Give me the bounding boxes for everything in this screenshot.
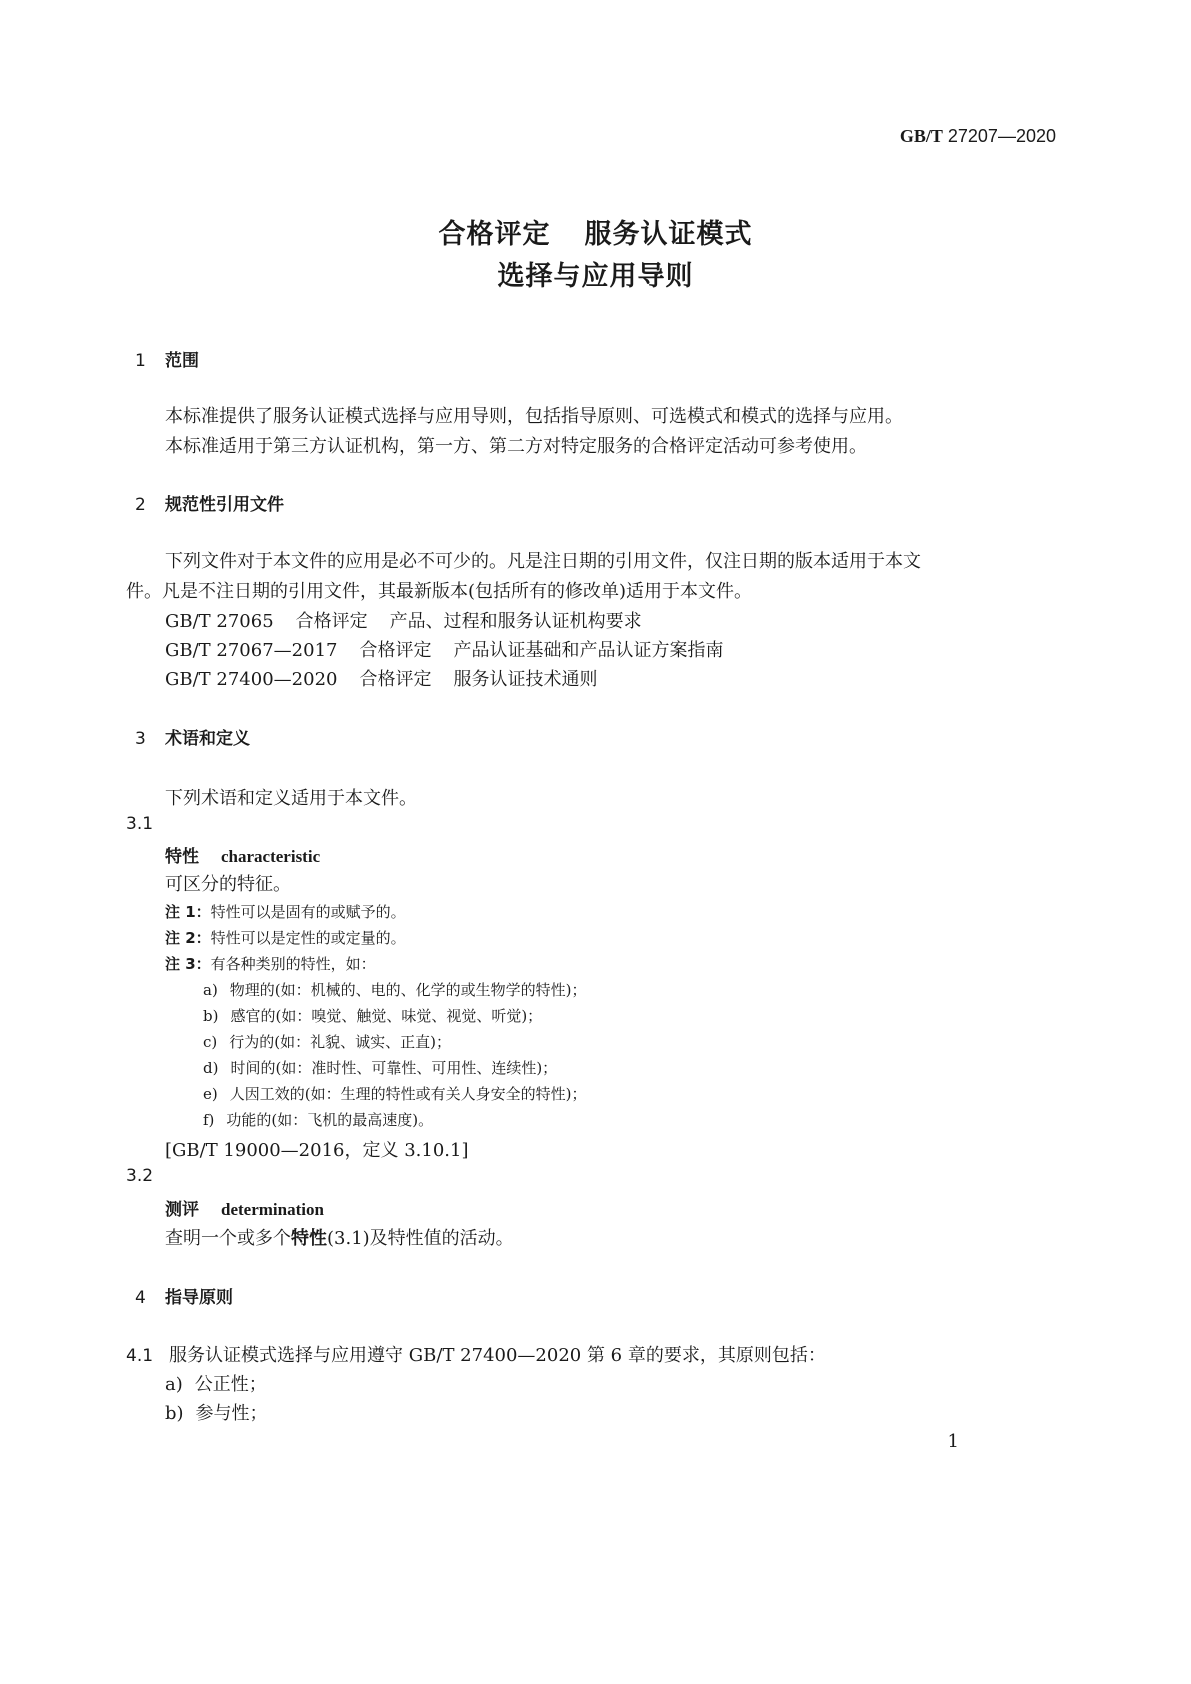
page-number: 1 (947, 1431, 959, 1452)
note (165, 901, 406, 922)
list-item (165, 1370, 267, 1396)
reference-code: GB/T 27400—2020 (165, 669, 338, 690)
clause-text: 服务认证模式选择与应用遵守 GB/T 27400—2020 第 6 章的要求，其原则包括： (169, 1345, 826, 1366)
term-heading (165, 842, 320, 867)
list-item (203, 1031, 451, 1052)
reference-title-a: 合格评定 (359, 669, 432, 690)
list-label: f) (203, 1111, 215, 1129)
reference-item (165, 607, 642, 633)
title-part-a: 合格评定 (438, 219, 551, 250)
reference-title-b: 产品、过程和服务认证机构要求 (389, 611, 642, 632)
standard-number (900, 126, 1056, 147)
reference-code: GB/T 27067—2017 (165, 640, 338, 661)
list-text: 公正性； (194, 1374, 267, 1395)
list-label: b) (165, 1403, 184, 1424)
term-heading (165, 1195, 324, 1220)
term-en: determination (221, 1200, 324, 1219)
list-text: 行为的(如：礼貌、诚实、正直)； (229, 1033, 451, 1051)
list-text: 参与性； (195, 1403, 268, 1424)
section-title: 术语和定义 (165, 729, 250, 749)
section-4-heading (135, 1283, 233, 1308)
list-label: e) (203, 1085, 218, 1103)
paragraph: 本标准适用于第三方认证机构，第一方、第二方对特定服务的合格评定活动可参考使用。 (165, 436, 867, 457)
list-text: 感官的(如：嗅觉、触觉、味觉、视觉、听觉)； (230, 1007, 543, 1025)
list-text: 功能的(如：飞机的最高速度)。 (226, 1111, 434, 1129)
term-zh: 测评 (165, 1200, 199, 1220)
title-line-1 (0, 212, 1191, 251)
list-item (203, 1005, 542, 1026)
list-label: d) (203, 1059, 219, 1077)
section-2-heading (135, 490, 284, 515)
section-number: 3 (135, 729, 146, 749)
section-title: 指导原则 (165, 1288, 233, 1308)
list-text: 人因工效的(如：生理的特性或有关人身安全的特性)； (229, 1085, 587, 1103)
list-text: 时间的(如：准时性、可靠性、可用性、连续性)； (230, 1059, 558, 1077)
list-label: a) (165, 1374, 183, 1395)
title-part-b: 服务认证模式 (584, 219, 753, 250)
reference-code: GB/T 27065 (165, 611, 274, 632)
note-label: 注 2： (165, 929, 211, 947)
section-number: 2 (135, 495, 146, 515)
note-text: 特性可以是固有的或赋予的。 (210, 903, 406, 921)
term-source: [GB/T 19000—2016，定义 3.10.1] (165, 1140, 469, 1161)
term-zh: 特性 (165, 847, 199, 867)
cross-reference-term: 特性 (291, 1228, 327, 1249)
standard-prefix: GB/T (899, 126, 943, 146)
definition-part: (3.1)及特性值的活动。 (327, 1228, 514, 1249)
title-line-2: 选择与应用导则 (497, 261, 694, 292)
paragraph: 下列文件对于本文件的应用是必不可少的。凡是注日期的引用文件，仅注日期的版本适用于本文 (165, 551, 921, 572)
term-definition: 可区分的特征。 (165, 874, 291, 895)
list-item (203, 1083, 586, 1104)
note-label: 注 1： (165, 903, 211, 921)
reference-item (165, 665, 597, 691)
clause-number: 4.1 (126, 1346, 154, 1366)
paragraph: 件。凡是不注日期的引用文件，其最新版本(包括所有的修改单)适用于本文件。 (126, 581, 753, 602)
section-3-heading (135, 724, 250, 749)
note-text: 有各种类别的特性，如： (210, 955, 376, 973)
list-label: b) (203, 1007, 219, 1025)
section-title: 规范性引用文件 (165, 495, 284, 515)
note-text: 特性可以是定性的或定量的。 (210, 929, 406, 947)
term-en: characteristic (221, 847, 321, 866)
term-definition (165, 1224, 514, 1250)
standard-number-value: 27207—2020 (947, 126, 1056, 146)
list-item (165, 1399, 268, 1425)
reference-title-b: 服务认证技术通则 (453, 669, 598, 690)
list-label: a) (203, 981, 218, 999)
definition-part: 查明一个或多个 (165, 1228, 291, 1249)
note (165, 927, 406, 948)
list-item (203, 1057, 557, 1078)
note-label: 注 3： (165, 955, 211, 973)
list-item (203, 979, 587, 1000)
section-1-heading (135, 346, 199, 371)
term-number: 3.1 (126, 814, 154, 834)
section-number: 1 (135, 351, 146, 371)
paragraph: 本标准提供了服务认证模式选择与应用导则，包括指导原则、可选模式和模式的选择与应用。 (165, 406, 903, 427)
list-item (203, 1109, 433, 1130)
section-title: 范围 (165, 351, 199, 371)
reference-title-a: 合格评定 (295, 611, 368, 632)
reference-item (165, 636, 723, 662)
clause (126, 1341, 826, 1367)
list-text: 物理的(如：机械的、电的、化学的或生物学的特性)； (229, 981, 587, 999)
paragraph: 下列术语和定义适用于本文件。 (165, 788, 417, 809)
note (165, 953, 376, 974)
reference-title-b: 产品认证基础和产品认证方案指南 (453, 640, 724, 661)
reference-title-a: 合格评定 (359, 640, 432, 661)
term-number: 3.2 (126, 1166, 154, 1186)
section-number: 4 (135, 1288, 146, 1308)
list-label: c) (203, 1033, 218, 1051)
